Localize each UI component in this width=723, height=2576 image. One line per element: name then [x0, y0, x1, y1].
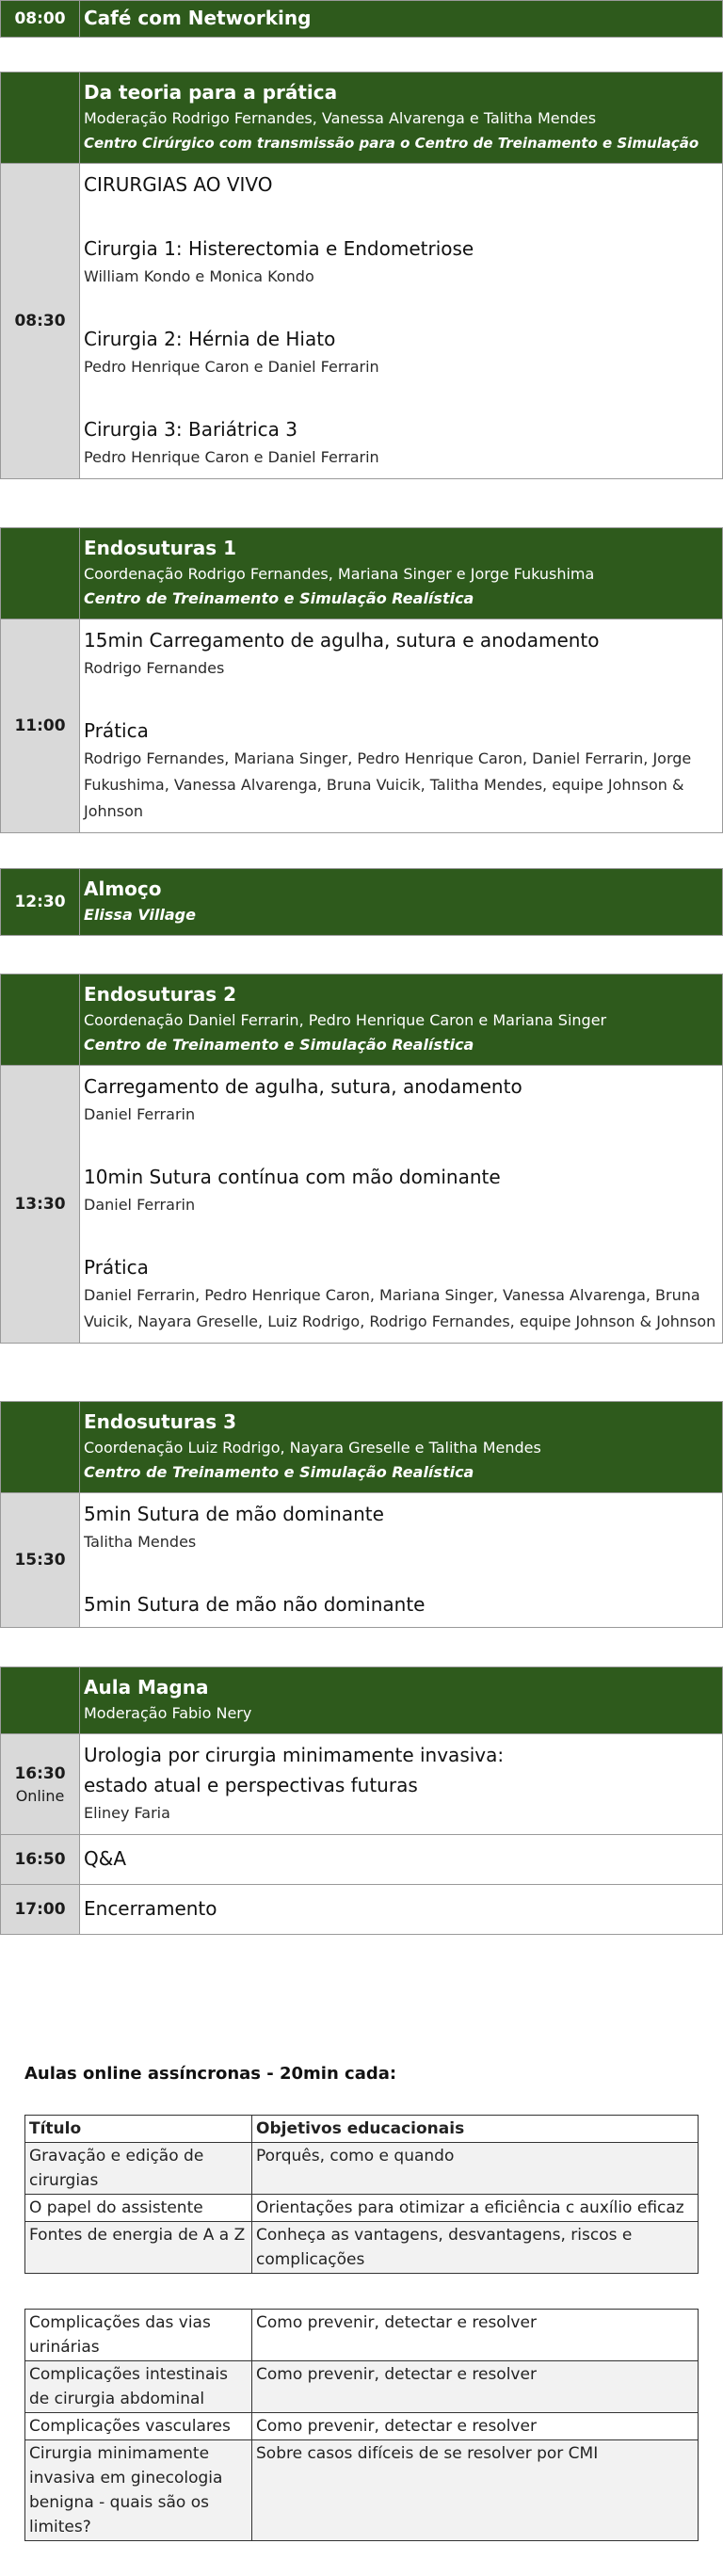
session-location: Centro Cirúrgico com transmissão para o Centro de Treinamento e Simulação [84, 135, 699, 152]
session-title: Endosuturas 2 [84, 983, 237, 1006]
talk-title-line-1: Urologia por cirurgia minimamente invasiva: [84, 1744, 505, 1766]
item-people: Daniel Ferrarin, Pedro Henrique Caron, Mariana Singer, Vanessa Alvarenga, Bruna Vuicik, Nayara Greselle, Luiz Rodrigo, Rodrigo Fernandes, equipe Johnson & Johnson [84, 1286, 716, 1330]
session-title: Da teoria para a prática [84, 81, 338, 104]
item-title: 5min Sutura de mão dominante [84, 1503, 384, 1525]
table-cell: Gravação e edição de cirurgias [25, 2143, 252, 2195]
table-cell: Complicações das vias urinárias [25, 2310, 252, 2361]
session-time: 11:00 [1, 620, 80, 832]
table-cell: Cirurgia minimamente invasiva em ginecologia benigna - quais são os limites? [25, 2440, 252, 2541]
session-endosuturas-2 [0, 974, 723, 1344]
item-people: Rodrigo Fernandes, Mariana Singer, Pedro Henrique Caron, Daniel Ferrarin, Jorge Fukushima, Vanessa Alvarenga, Bruna Vuicik, Talitha Mendes, equipe Johnson & Johnson [84, 749, 692, 820]
session-time: 15:30 [1, 1493, 80, 1627]
session-almoco [0, 868, 723, 936]
online-classes-title: Aulas online assíncronas - 20min cada: [24, 2064, 397, 2084]
item-title: Carregamento de agulha, sutura, anodamento [84, 1075, 522, 1098]
session-time: 13:30 [1, 1066, 80, 1343]
session-time: 16:30 [14, 1763, 66, 1783]
item-title: 10min Sutura contínua com mão dominante [84, 1166, 501, 1188]
session-moderation: Moderação Rodrigo Fernandes, Vanessa Alvarenga e Talitha Mendes [84, 109, 597, 127]
item-title: Cirurgia 1: Histerectomia e Endometriose [84, 237, 474, 260]
online-classes-table-2 [24, 2309, 699, 2541]
table-cell: Complicações vasculares [25, 2413, 252, 2440]
session-time: 08:00 [1, 1, 80, 37]
session-moderation: Moderação Fabio Nery [84, 1704, 252, 1722]
item-title: Cirurgia 3: Bariátrica 3 [84, 418, 297, 441]
session-endosuturas-3 [0, 1401, 723, 1628]
item-title: Prática [84, 1256, 149, 1279]
table-cell: Complicações intestinais de cirurgia abdominal [25, 2361, 252, 2413]
session-location: Centro de Treinamento e Simulação Realística [84, 1463, 474, 1481]
session-location: Centro de Treinamento e Simulação Realística [84, 589, 474, 607]
item-title: 5min Sutura de mão não dominante [84, 1593, 426, 1616]
session-teoria [0, 72, 723, 479]
item-people: Daniel Ferrarin [84, 1196, 196, 1214]
session-time: 12:30 [1, 869, 80, 935]
table-cell: Conheça as vantagens, desvantagens, riscos e complicações [252, 2222, 699, 2274]
session-aula-magna [0, 1666, 723, 1935]
item-people: Pedro Henrique Caron e Daniel Ferrarin [84, 448, 379, 466]
session-title: Endosuturas 1 [84, 537, 237, 559]
item-people: Daniel Ferrarin [84, 1105, 196, 1123]
qa-time: 16:50 [1, 1835, 80, 1884]
online-classes-table-1 [24, 2115, 699, 2274]
item-people: Talitha Mendes [84, 1533, 197, 1551]
table-cell: Como prevenir, detectar e resolver [252, 2413, 699, 2440]
session-coordination: Coordenação Luiz Rodrigo, Nayara Greselle e Talitha Mendes [84, 1439, 541, 1457]
qa-title: Q&A [84, 1847, 127, 1870]
session-time: 08:30 [1, 164, 80, 478]
table-cell: Fontes de energia de A a Z [25, 2222, 252, 2274]
item-people: Rodrigo Fernandes [84, 659, 225, 677]
session-coordination: Coordenação Daniel Ferrarin, Pedro Henrique Caron e Mariana Singer [84, 1011, 607, 1029]
talk-speaker: Eliney Faria [84, 1804, 170, 1822]
item-title: 15min Carregamento de agulha, sutura e anodamento [84, 629, 600, 652]
session-title: Café com Networking [84, 7, 312, 29]
table-cell: Como prevenir, detectar e resolver [252, 2310, 699, 2361]
table-cell: Sobre casos difíceis de se resolver por CMI [252, 2440, 699, 2541]
session-endosuturas-1 [0, 527, 723, 833]
item-people: William Kondo e Monica Kondo [84, 267, 314, 285]
item-title: CIRURGIAS AO VIVO [84, 173, 273, 196]
session-title: Almoço [84, 877, 162, 900]
table-cell: Porquês, como e quando [252, 2143, 699, 2195]
session-cafe [0, 0, 723, 38]
item-title: Prática [84, 719, 149, 742]
session-location: Centro de Treinamento e Simulação Realística [84, 1036, 474, 1054]
session-title: Aula Magna [84, 1676, 209, 1699]
item-people: Pedro Henrique Caron e Daniel Ferrarin [84, 358, 379, 376]
item-title: Cirurgia 2: Hérnia de Hiato [84, 328, 336, 350]
talk-title-line-2: estado atual e perspectivas futuras [84, 1774, 418, 1796]
session-time-note: Online [15, 1786, 65, 1805]
closing-time: 17:00 [1, 1885, 80, 1934]
table-header: Título [25, 2116, 252, 2143]
session-coordination: Coordenação Rodrigo Fernandes, Mariana Singer e Jorge Fukushima [84, 565, 595, 583]
table-header: Objetivos educacionais [252, 2116, 699, 2143]
session-location: Elissa Village [84, 906, 196, 924]
session-title: Endosuturas 3 [84, 1410, 237, 1433]
table-cell: Orientações para otimizar a eficiência c auxílio eficaz [252, 2195, 699, 2222]
table-cell: O papel do assistente [25, 2195, 252, 2222]
closing-title: Encerramento [84, 1897, 217, 1920]
table-cell: Como prevenir, detectar e resolver [252, 2361, 699, 2413]
